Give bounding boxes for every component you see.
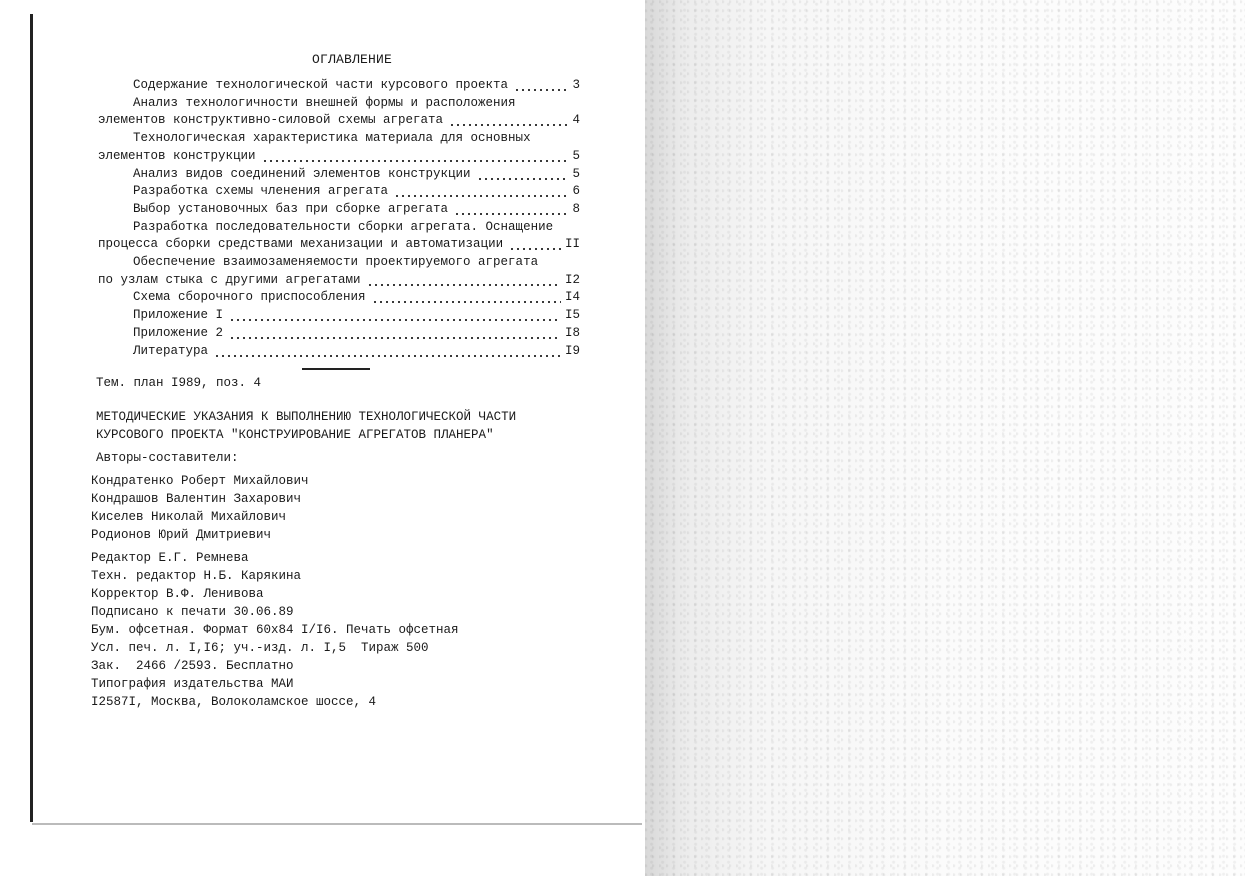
toc-title: ОГЛАВЛЕНИЕ — [312, 52, 393, 67]
plan-line: Тем. план I989, поз. 4 — [96, 376, 262, 390]
author-2: Кондрашов Валентин Захарович — [91, 492, 302, 506]
toc-page-number: I2 — [564, 272, 580, 287]
toc-leader-dots — [454, 213, 568, 215]
toc-leader-dots — [229, 319, 561, 321]
toc-page-number: 3 — [572, 78, 580, 92]
toc-entry-text: по узлам стыка с другими агрегатами — [98, 272, 361, 287]
print-sheets-line: Усл. печ. л. I,I6; уч.-изд. л. I,5 Тираж 500 — [91, 641, 429, 655]
tech-editor-line: Техн. редактор Н.Б. Карякина — [91, 569, 302, 583]
paper-format-line: Бум. офсетная. Формат 60x84 I/I6. Печать офсетная — [91, 623, 459, 637]
toc-entry-text: Содержание технологической части курсового проекта — [133, 78, 509, 92]
binding-edge — [30, 14, 33, 822]
toc-page-number: 4 — [572, 113, 580, 128]
toc-leader-dots — [229, 337, 561, 339]
author-1: Кондратенко Роберт Михайлович — [91, 474, 309, 488]
toc-leader-dots — [214, 355, 561, 357]
toc-entry-text: Анализ видов соединений элементов конструкции — [133, 166, 471, 181]
toc-entry-text: Разработка схемы членения агрегата — [133, 184, 389, 199]
author-3: Киселев Николай Михайлович — [91, 510, 287, 524]
toc-page-number: I4 — [564, 290, 580, 305]
toc-page-number: 5 — [572, 148, 580, 163]
toc-page-number: 8 — [572, 201, 580, 216]
printing-house-line: Типография издательства МАИ — [91, 677, 294, 691]
page-bottom-edge — [32, 823, 642, 825]
toc-entry-text: Анализ технологичности внешней формы и расположения — [133, 95, 516, 110]
toc-entry-text: Технологическая характеристика материала для основных — [133, 131, 531, 146]
toc-leader-dots — [372, 301, 561, 303]
toc-leader-dots — [514, 89, 568, 91]
toc-leader-dots — [509, 248, 561, 250]
toc-entry-text: Обеспечение взаимозаменяемости проектируемого агрегата — [133, 255, 539, 269]
toc-page-number: 5 — [572, 166, 580, 181]
toc-page-number: II — [564, 237, 580, 252]
right-page-scan-noise — [645, 0, 1245, 876]
toc-entry-text: Выбор установочных баз при сборке агрегата — [133, 201, 449, 216]
toc-page-number: I8 — [564, 325, 580, 340]
toc-entry-text: процесса сборки средствами механизации и автоматизации — [98, 237, 504, 252]
toc-page-number: I5 — [564, 308, 580, 323]
toc-page-number: 6 — [572, 184, 580, 199]
order-line: Зак. 2466 /2593. Бесплатно — [91, 659, 294, 673]
address-line: I2587I, Москва, Волоколамское шоссе, 4 — [91, 695, 377, 709]
authors-label: Авторы-составители: — [96, 451, 239, 465]
doc-title-line-1: МЕТОДИЧЕСКИЕ УКАЗАНИЯ К ВЫПОЛНЕНИЮ ТЕХНОЛОГИЧЕСКОЙ ЧАСТИ — [96, 410, 517, 424]
toc-leader-dots — [477, 178, 569, 180]
separator-rule — [302, 368, 370, 370]
toc-leader-dots — [367, 284, 561, 286]
proofreader-line: Корректор В.Ф. Ленивова — [91, 587, 264, 601]
toc-entry-text: Литература — [133, 343, 209, 358]
toc-leader-dots — [449, 124, 568, 126]
toc-entry-text: элементов конструкции — [98, 148, 256, 163]
toc-entry-text: Приложение 2 — [133, 325, 224, 340]
toc-leader-dots — [394, 195, 568, 197]
toc-leader-dots — [262, 160, 569, 162]
toc-entry-text: элементов конструктивно-силовой схемы агрегата — [98, 113, 444, 128]
toc-page-number: I9 — [564, 343, 580, 358]
signed-line: Подписано к печати 30.06.89 — [91, 605, 294, 619]
doc-title-line-2: КУРСОВОГО ПРОЕКТА "КОНСТРУИРОВАНИЕ АГРЕГАТОВ ПЛАНЕРА" — [96, 428, 494, 442]
toc-entry-text: Схема сборочного приспособления — [133, 290, 366, 305]
toc-entry-text: Разработка последовательности сборки агрегата. Оснащение — [133, 219, 554, 234]
toc-entry-text: Приложение I — [133, 308, 224, 323]
editor-line: Редактор Е.Г. Ремнева — [91, 551, 249, 565]
author-4: Родионов Юрий Дмитриевич — [91, 528, 272, 542]
